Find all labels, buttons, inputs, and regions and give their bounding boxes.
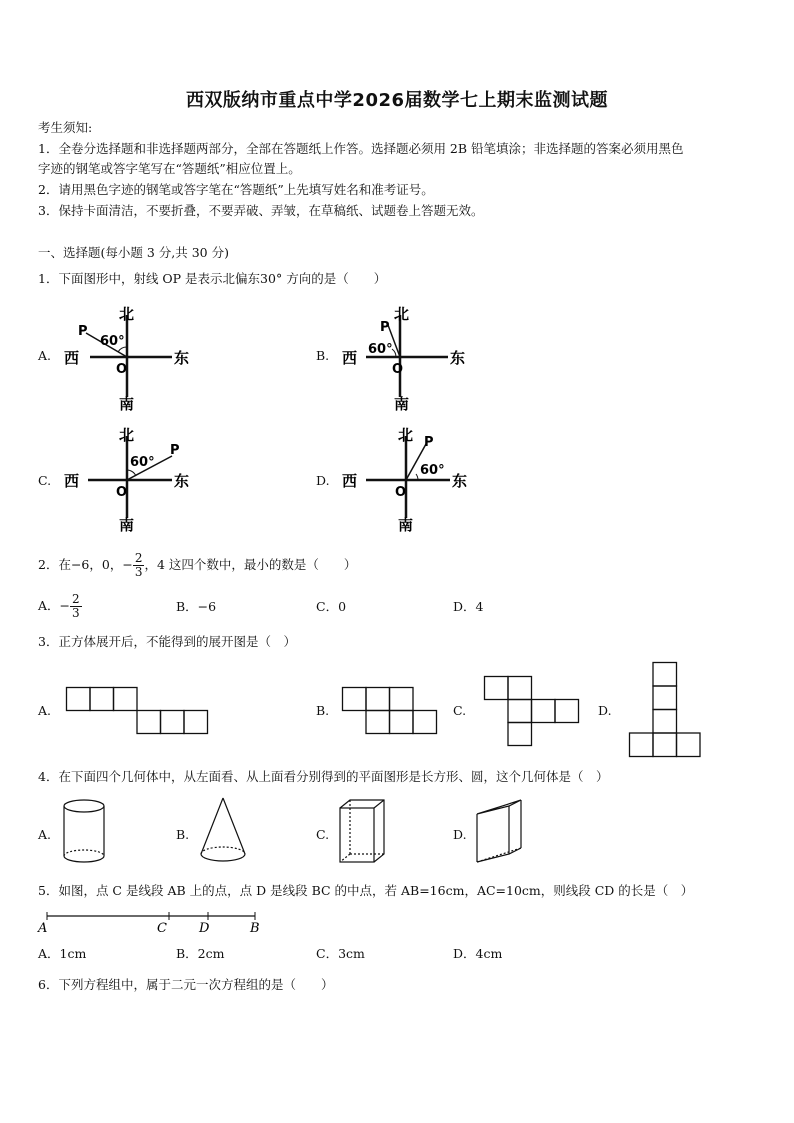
q2-stem: [38, 552, 356, 579]
q4-stem: 4．在下面四个几何体中，从左面看、从上面看分别得到的平面图形是长方形、圆，这个几何体是（ ）: [38, 769, 609, 784]
q3-option-c[interactable]: C.: [453, 703, 467, 718]
cone-shape: [198, 796, 258, 871]
angle-label: 60°: [100, 334, 125, 349]
q2-option-d[interactable]: D．4: [453, 599, 484, 614]
q3-option-b[interactable]: B.: [316, 703, 330, 718]
north-label: 北: [394, 305, 410, 323]
triangular-prism-shape: [475, 798, 530, 868]
q2-stem-suffix: ，4 这四个数中，最小的数是（ ）: [144, 557, 357, 572]
east-label: 东: [174, 472, 190, 490]
angle-label: 60°: [130, 455, 155, 470]
origin-label: O: [392, 362, 404, 377]
west-label: 西: [64, 349, 80, 367]
q1-option-b[interactable]: B.: [316, 348, 330, 363]
q4-option-b[interactable]: B.: [176, 827, 190, 842]
q3-net-a: [66, 687, 211, 735]
angle-label: 60°: [368, 342, 393, 357]
west-label: 西: [64, 472, 80, 490]
point-b-label: B: [250, 921, 260, 936]
q1-compass-b: [338, 305, 488, 413]
notice-item-2: 2．请用黑色字迹的钢笔或答字笔在“答题纸”上先填写姓名和准考证号。: [38, 182, 434, 197]
south-label: 南: [119, 516, 135, 534]
q2-option-a[interactable]: A．− $\frac{2}{3}$: [38, 592, 80, 620]
north-label: 北: [119, 426, 135, 444]
point-label: P: [170, 443, 180, 458]
origin-label: O: [116, 485, 128, 500]
south-label: 南: [394, 395, 410, 413]
q3-stem: 3．正方体展开后，不能得到的展开图是（ ）: [38, 634, 296, 649]
east-label: 东: [450, 349, 466, 367]
page-title: 西双版纳市重点中学2026届数学七上期末监测试题: [185, 90, 609, 111]
q1-compass-c: [60, 426, 210, 534]
north-label: 北: [398, 426, 414, 444]
south-label: 南: [398, 516, 414, 534]
q1-option-a[interactable]: A.: [38, 348, 52, 363]
q6-stem: 6．下列方程组中，属于二元一次方程组的是（ ）: [38, 977, 334, 992]
q2-fraction: $\frac{2}{3}$: [134, 551, 143, 579]
point-label: P: [380, 320, 390, 335]
notice-item-1-cont: 字迹的钢笔或答字笔写在“答题纸”相应位置上。: [38, 161, 301, 176]
south-label: 南: [119, 395, 135, 413]
notice-item-1: 1．全卷分选择题和非选择题两部分，全部在答题纸上作答。选择题必须用 2B 铅笔填涂；非选择题的答案必须用黑色: [38, 141, 684, 156]
q1-option-c[interactable]: C.: [38, 473, 52, 488]
point-d-label: D: [199, 921, 210, 936]
north-label: 北: [119, 305, 135, 323]
rectangular-prism-shape: [338, 798, 388, 868]
q3-option-a[interactable]: A.: [38, 703, 52, 718]
q3-net-d: [629, 662, 704, 760]
point-label: P: [424, 435, 434, 450]
section-heading: 一、选择题(每小题 3 分,共 30 分): [38, 245, 229, 260]
q1-compass-a: [60, 305, 210, 413]
q5-segment-diagram: [38, 908, 268, 938]
point-label: P: [78, 324, 88, 339]
q5-option-d[interactable]: D．4cm: [453, 946, 503, 961]
origin-label: O: [116, 362, 128, 377]
q2-stem-prefix: 2．在−6，0，−: [38, 557, 133, 572]
q4-option-c[interactable]: C.: [316, 827, 330, 842]
q5-option-a[interactable]: A．1cm: [38, 946, 87, 961]
point-a-label: A: [38, 921, 48, 936]
west-label: 西: [342, 349, 358, 367]
q1-compass-d: [338, 426, 488, 534]
notice-heading: 考生须知:: [38, 120, 93, 135]
q4-option-d[interactable]: D.: [453, 827, 467, 842]
q2-option-b[interactable]: B．−6: [176, 599, 217, 614]
q5-option-c[interactable]: C．3cm: [316, 946, 365, 961]
east-label: 东: [452, 472, 468, 490]
cylinder-shape: [62, 798, 112, 868]
q1-stem: 1．下面图形中，射线 OP 是表示北偏东30° 方向的是（ ）: [38, 271, 387, 286]
origin-label: O: [395, 485, 407, 500]
q1-option-d[interactable]: D.: [316, 473, 330, 488]
q5-stem: 5．如图，点 C 是线段 AB 上的点，点 D 是线段 BC 的中点，若 AB=16cm，AC=10cm，则线段 CD 的长是（ ）: [38, 883, 694, 898]
q3-option-d[interactable]: D.: [598, 703, 612, 718]
q3-net-b: [342, 687, 442, 735]
q2-option-c[interactable]: C．0: [316, 599, 347, 614]
notice-item-3: 3．保持卡面清洁，不要折叠，不要弄破、弄皱，在草稿纸、试题卷上答题无效。: [38, 203, 484, 218]
east-label: 东: [174, 349, 190, 367]
q4-option-a[interactable]: A.: [38, 827, 52, 842]
angle-label: 60°: [420, 463, 445, 478]
q5-option-b[interactable]: B．2cm: [176, 946, 225, 961]
q3-net-c: [484, 676, 584, 748]
point-c-label: C: [157, 921, 167, 936]
west-label: 西: [342, 472, 358, 490]
